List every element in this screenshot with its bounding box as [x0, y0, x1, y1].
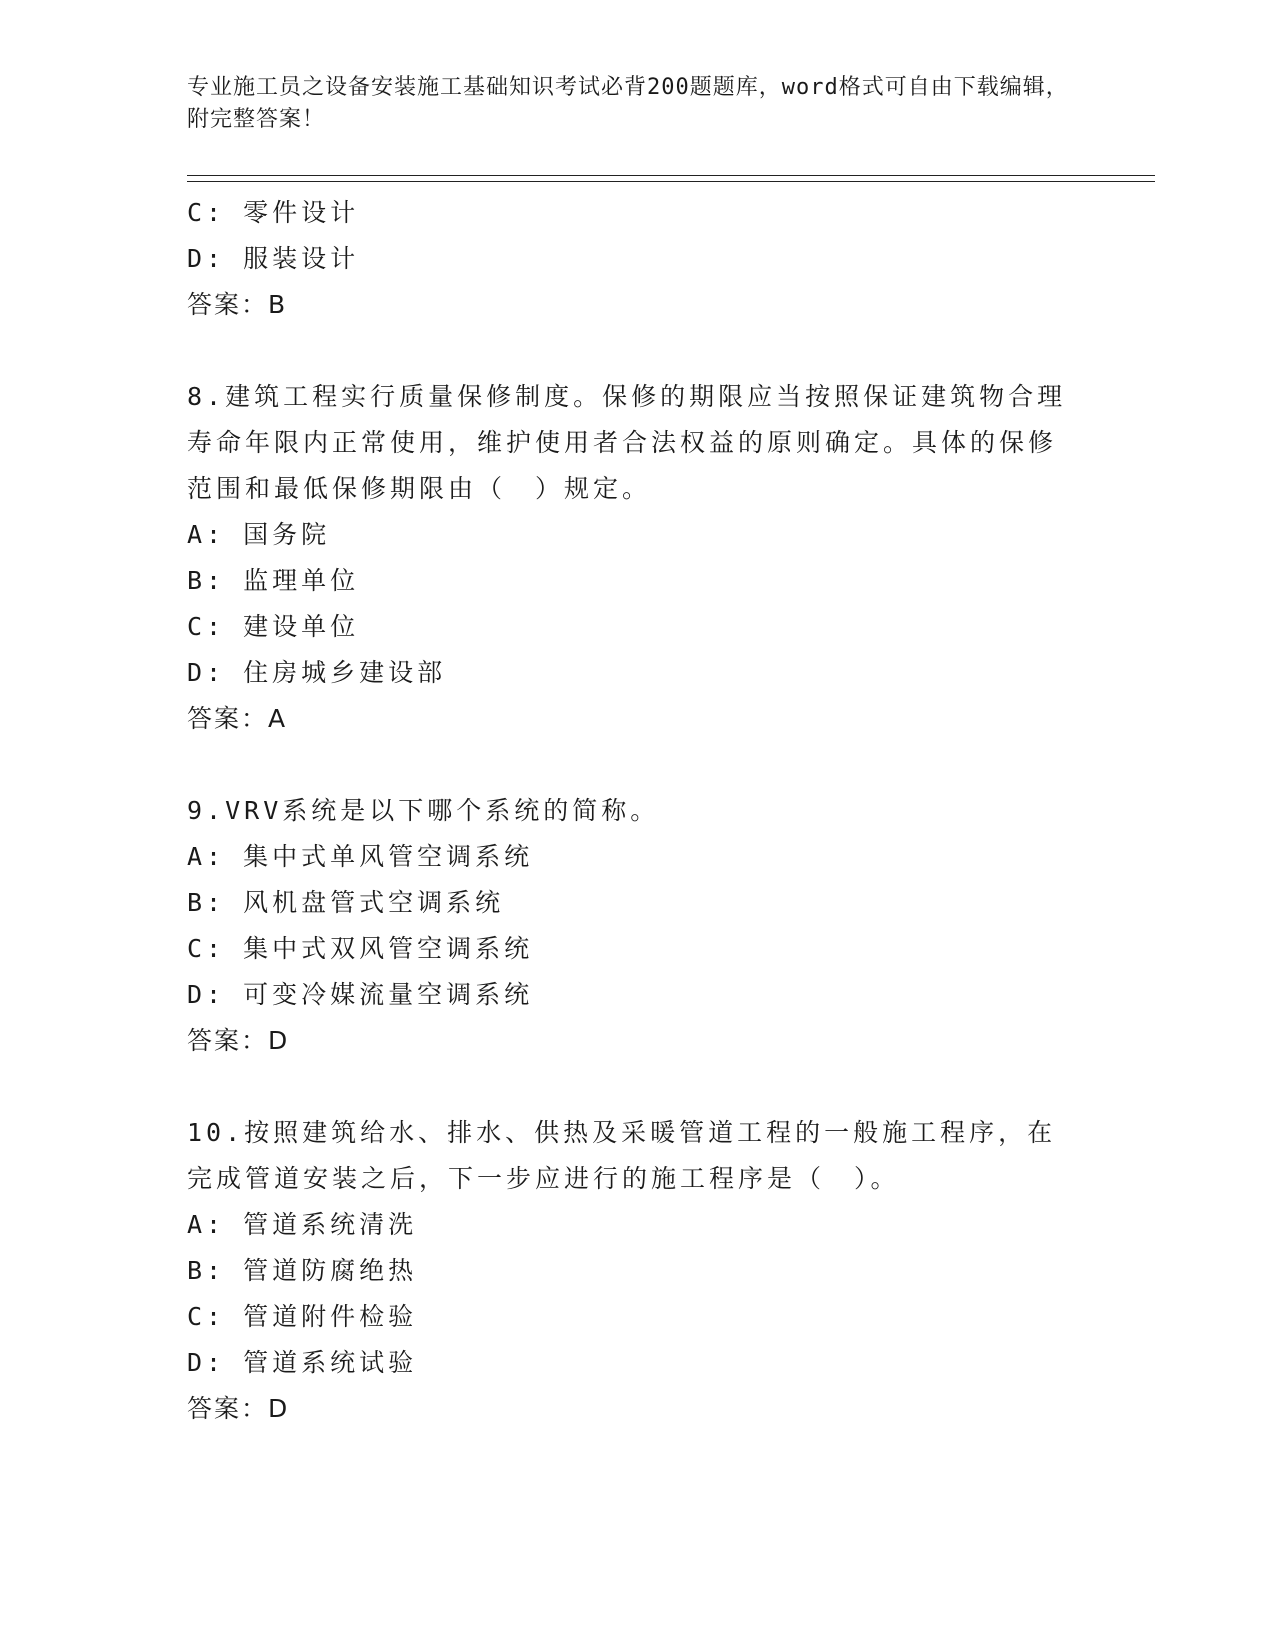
option-key: D:: [187, 980, 226, 1009]
option-text: 管道系统试验: [243, 1348, 418, 1377]
spacer: [187, 328, 1087, 374]
option-text: 管道附件检验: [243, 1302, 418, 1331]
question-block-9: [187, 788, 1087, 1064]
option-b: [187, 880, 1087, 926]
option-text: 零件设计: [243, 198, 360, 227]
question-block-7-continued: [187, 190, 1087, 328]
question-block-10: [187, 1110, 1087, 1432]
option-key: C:: [187, 1302, 226, 1331]
option-key: D:: [187, 1348, 226, 1377]
option-text: 集中式双风管空调系统: [243, 934, 534, 963]
option-c: [187, 604, 1087, 650]
option-d: [187, 1340, 1087, 1386]
option-key: B:: [187, 566, 226, 595]
option-text: 管道防腐绝热: [243, 1256, 418, 1285]
option-b: [187, 558, 1087, 604]
option-d: [187, 972, 1087, 1018]
option-a: [187, 834, 1087, 880]
question-stem: 9.VRV系统是以下哪个系统的简称。: [187, 796, 660, 825]
option-c: [187, 190, 1087, 236]
document-header: 专业施工员之设备安装施工基础知识考试必背200题题库，word格式可自由下载编辑，附完整答案！: [187, 75, 1069, 132]
option-b: [187, 1248, 1087, 1294]
option-text: 集中式单风管空调系统: [243, 842, 534, 871]
option-key: C:: [187, 198, 226, 227]
spacer: [187, 742, 1087, 788]
question-stem: 10.按照建筑给水、排水、供热及采暖管道工程的一般施工程序，在完成管道安装之后，下一步应进行的施工程序是（ ）。: [187, 1118, 1057, 1193]
option-key: A:: [187, 842, 226, 871]
option-text: 风机盘管式空调系统: [243, 888, 505, 917]
answer-line: 答案：B: [187, 290, 288, 319]
option-key: C:: [187, 934, 226, 963]
option-text: 可变冷媒流量空调系统: [243, 980, 534, 1009]
option-d: [187, 650, 1087, 696]
option-text: 国务院: [243, 520, 331, 549]
option-text: 服装设计: [243, 244, 360, 273]
question-block-8: [187, 374, 1087, 742]
option-a: [187, 1202, 1087, 1248]
option-a: [187, 512, 1087, 558]
answer-line: 答案：D: [187, 1394, 290, 1423]
option-c: [187, 926, 1087, 972]
option-key: D:: [187, 658, 226, 687]
option-key: B:: [187, 1256, 226, 1285]
answer-line: 答案：D: [187, 1026, 290, 1055]
option-key: B:: [187, 888, 226, 917]
option-text: 管道系统清洗: [243, 1210, 418, 1239]
header-divider-bottom: [187, 181, 1155, 182]
option-key: A:: [187, 520, 226, 549]
spacer: [187, 1064, 1087, 1110]
option-key: C:: [187, 612, 226, 641]
question-stem: 8.建筑工程实行质量保修制度。保修的期限应当按照保证建筑物合理寿命年限内正常使用，维护使用者合法权益的原则确定。具体的保修范围和最低保修期限由（ ）规定。: [187, 382, 1067, 503]
option-text: 监理单位: [243, 566, 360, 595]
option-d: [187, 236, 1087, 282]
option-key: A:: [187, 1210, 226, 1239]
question-list: [187, 190, 1087, 1432]
answer-line: 答案：A: [187, 704, 288, 733]
option-c: [187, 1294, 1087, 1340]
option-key: D:: [187, 244, 226, 273]
header-divider-top: [187, 175, 1155, 176]
option-text: 建设单位: [243, 612, 360, 641]
option-text: 住房城乡建设部: [243, 658, 447, 687]
